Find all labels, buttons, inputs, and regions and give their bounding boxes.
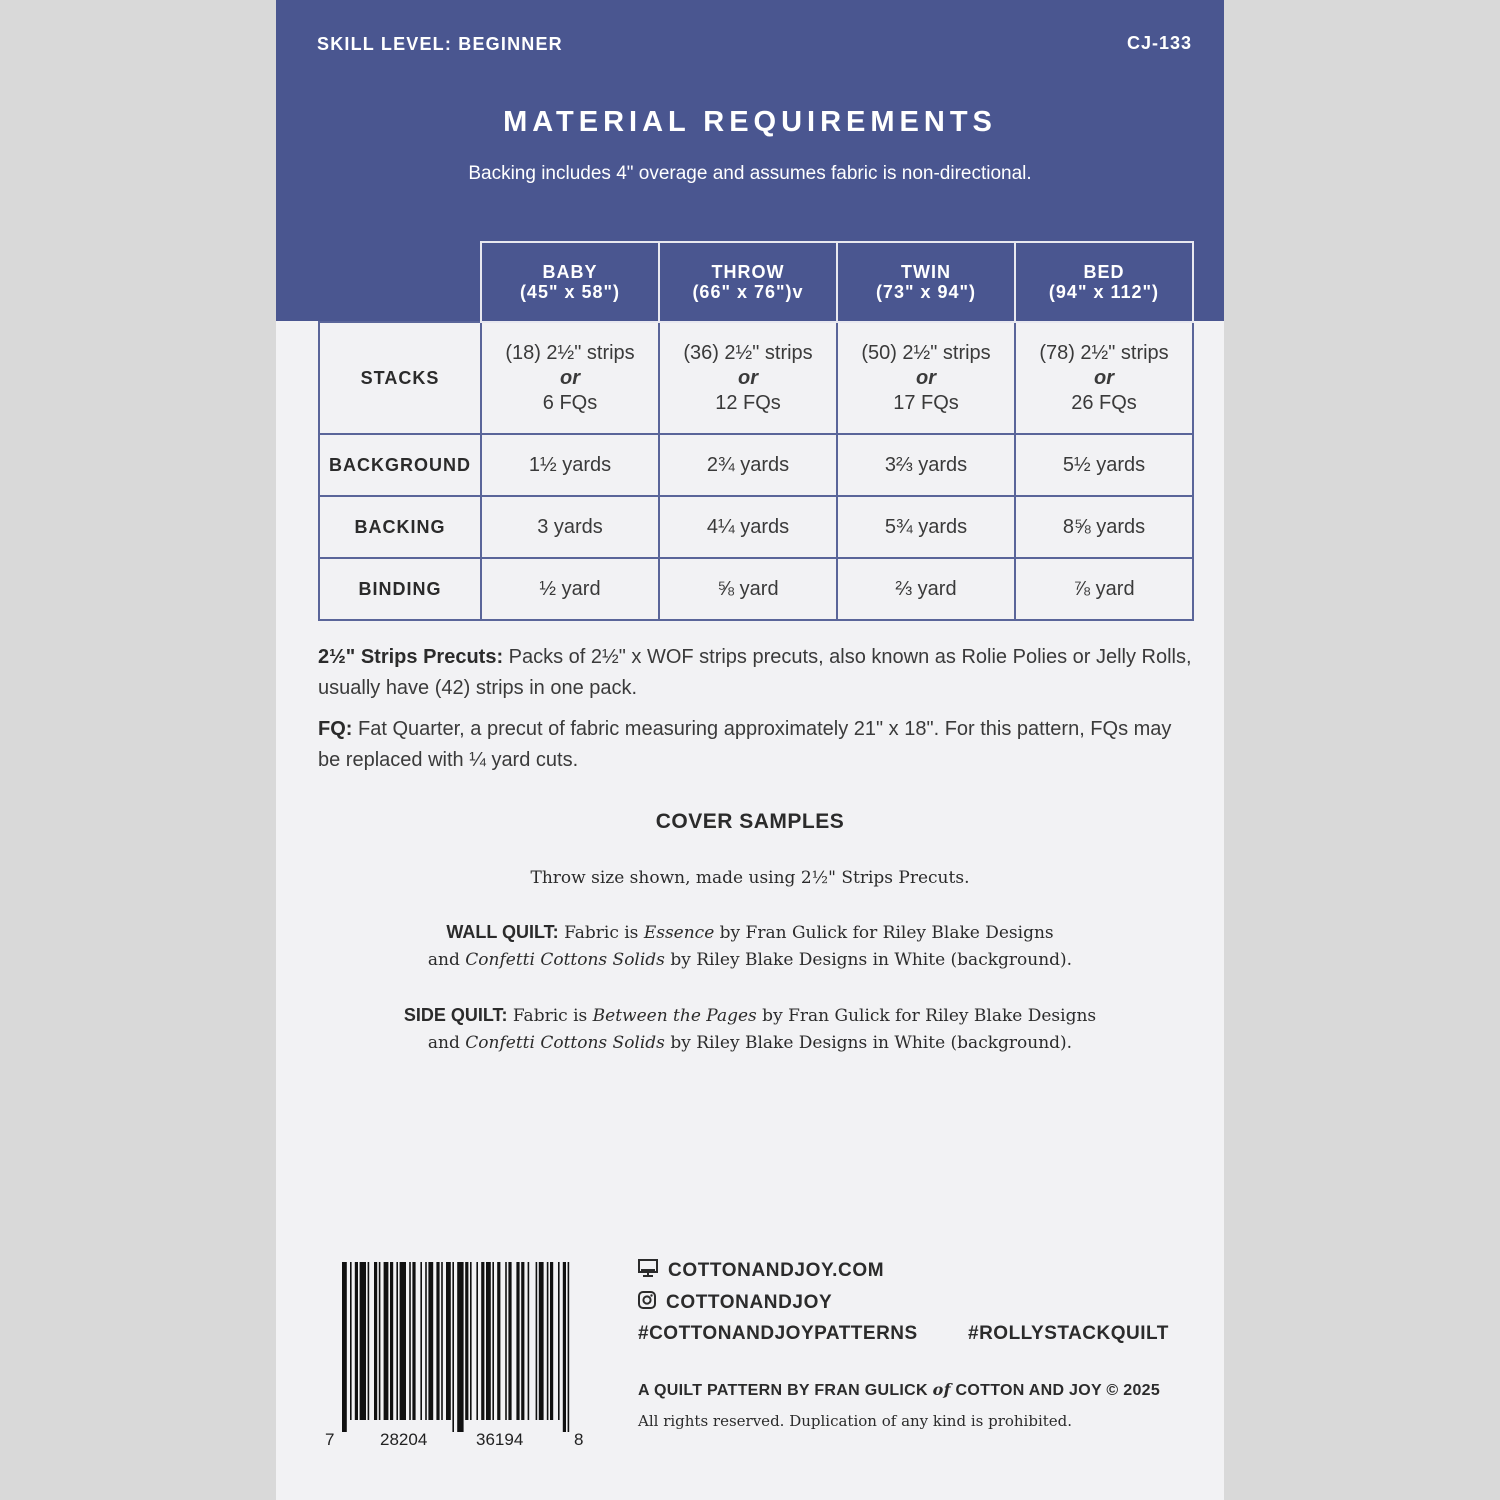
text: by Riley Blake Designs in White (background).	[664, 950, 1073, 970]
text: and	[427, 950, 466, 970]
fabric-name: Essence	[643, 923, 715, 943]
column-header-baby	[481, 242, 659, 322]
wall-quilt-line-2	[276, 950, 1224, 970]
cover-samples-title: COVER SAMPLES	[655, 810, 845, 833]
table-cell: 5¾ yards	[837, 496, 1015, 558]
website-link[interactable]: COTTONANDJOY.COM	[668, 1260, 885, 1282]
row-label: BACKING	[319, 496, 481, 558]
text: Fabric is	[558, 923, 644, 943]
side-quilt-line-2	[276, 1033, 1224, 1053]
fq-count: 12 FQs	[715, 391, 781, 414]
fabric-name: Confetti Cottons Solids	[465, 950, 665, 970]
barcode-digits: 28204	[380, 1430, 428, 1449]
or-text: or	[560, 366, 580, 389]
or-text: or	[738, 366, 758, 389]
instagram-handle[interactable]: COTTONANDJOY	[666, 1292, 833, 1314]
notes	[318, 642, 1198, 786]
row-label: BACKGROUND	[319, 434, 481, 496]
section-subtitle: Backing includes 4" overage and assumes fabric is non-directional.	[468, 163, 1032, 184]
strips-count: (36) 2½" strips	[683, 341, 813, 364]
table-row-background	[319, 434, 1193, 496]
table-cell: 4¼ yards	[659, 496, 837, 558]
text: by Fran Gulick for Riley Blake Designs	[714, 923, 1054, 943]
pattern-credit	[638, 1380, 1160, 1400]
text: of	[932, 1380, 951, 1399]
side-quilt-label: SIDE QUILT:	[403, 1005, 508, 1025]
column-size: (66" x 76")v	[692, 282, 804, 302]
table-row-stacks	[319, 322, 1193, 434]
table-cell: 5½ yards	[1015, 434, 1193, 496]
or-text: or	[916, 366, 936, 389]
column-size: (94" x 112")	[1048, 282, 1160, 302]
table-cell	[1015, 322, 1193, 434]
fq-note	[318, 714, 1198, 776]
strips-note	[318, 642, 1198, 704]
instagram-line	[638, 1291, 832, 1315]
table-cell: ½ yard	[481, 558, 659, 620]
strips-count: (78) 2½" strips	[1039, 341, 1169, 364]
barcode	[340, 1262, 570, 1432]
note-text: Fat Quarter, a precut of fabric measuring approximately 21" x 18". For this pattern, FQs may be replaced with ¼ yard cuts.	[318, 718, 1172, 771]
text: A QUILT PATTERN BY FRAN GULICK	[638, 1382, 933, 1399]
fq-count: 17 FQs	[893, 391, 959, 414]
pattern-code: CJ-133	[1126, 33, 1192, 53]
table-cell: 8⅝ yards	[1015, 496, 1193, 558]
hashtag-brand: #COTTONANDJOYPATTERNS	[638, 1323, 918, 1344]
text: COTTON AND JOY © 2025	[950, 1382, 1161, 1399]
table-corner	[319, 242, 481, 322]
column-name: TWIN	[901, 262, 951, 282]
website-line	[638, 1259, 884, 1283]
row-label: BINDING	[319, 558, 481, 620]
strips-count: (50) 2½" strips	[861, 341, 991, 364]
table-cell: ⅔ yard	[837, 558, 1015, 620]
wall-quilt-line-1	[276, 922, 1224, 943]
rights-notice: All rights reserved. Duplication of any kind is prohibited.	[638, 1412, 1073, 1430]
skill-level: SKILL LEVEL: BEGINNER	[317, 34, 563, 54]
table-cell: 3 yards	[481, 496, 659, 558]
column-name: THROW	[711, 262, 785, 282]
fabric-name: Between the Pages	[592, 1006, 757, 1026]
or-text: or	[1094, 366, 1114, 389]
column-name: BABY	[542, 262, 598, 282]
table-cell: 2¾ yards	[659, 434, 837, 496]
barcode-digits: 36194	[476, 1430, 524, 1449]
fq-count: 26 FQs	[1071, 391, 1137, 414]
row-label: STACKS	[319, 322, 481, 434]
instagram-icon	[638, 1291, 656, 1315]
text: and	[427, 1033, 466, 1053]
fabric-name: Confetti Cottons Solids	[465, 1033, 665, 1053]
table-cell: 3⅔ yards	[837, 434, 1015, 496]
table-cell: ⅞ yard	[1015, 558, 1193, 620]
text: by Fran Gulick for Riley Blake Designs	[756, 1006, 1097, 1026]
side-quilt-line-1	[276, 1005, 1224, 1026]
table-cell: ⅝ yard	[659, 558, 837, 620]
column-name: BED	[1083, 262, 1125, 282]
note-text: Packs of 2½" x WOF strips precuts, also known as Rolie Polies or Jelly Rolls, usually have (42) strips in one pack.	[318, 646, 1192, 699]
cover-intro: Throw size shown, made using 2½" Strips Precuts.	[530, 868, 970, 888]
fq-count: 6 FQs	[542, 391, 598, 414]
table-row-backing	[319, 496, 1193, 558]
material-requirements-table	[318, 241, 1194, 621]
table-cell	[837, 322, 1015, 434]
table-cell: 1½ yards	[481, 434, 659, 496]
column-header-bed	[1015, 242, 1193, 322]
column-size: (73" x 94")	[875, 282, 977, 302]
strips-count: (18) 2½" strips	[505, 341, 635, 364]
wall-quilt-label: WALL QUILT:	[446, 922, 559, 942]
pattern-back-cover	[276, 0, 1224, 1500]
column-header-twin	[837, 242, 1015, 322]
table-row-binding	[319, 558, 1193, 620]
text: Fabric is	[507, 1006, 593, 1026]
text: by Riley Blake Designs in White (background).	[664, 1033, 1073, 1053]
hashtag-quilt: #ROLLYSTACKQUILT	[968, 1323, 1169, 1344]
barcode-digit: 8	[574, 1430, 584, 1449]
table-cell	[481, 322, 659, 434]
note-label: 2½" Strips Precuts:	[318, 646, 504, 668]
note-label: FQ:	[318, 718, 353, 740]
column-size: (45" x 58")	[519, 282, 621, 302]
barcode-digit: 7	[325, 1430, 335, 1449]
monitor-icon	[638, 1259, 658, 1283]
section-title: MATERIAL REQUIREMENTS	[503, 106, 997, 138]
column-header-throw	[659, 242, 837, 322]
table-cell	[659, 322, 837, 434]
